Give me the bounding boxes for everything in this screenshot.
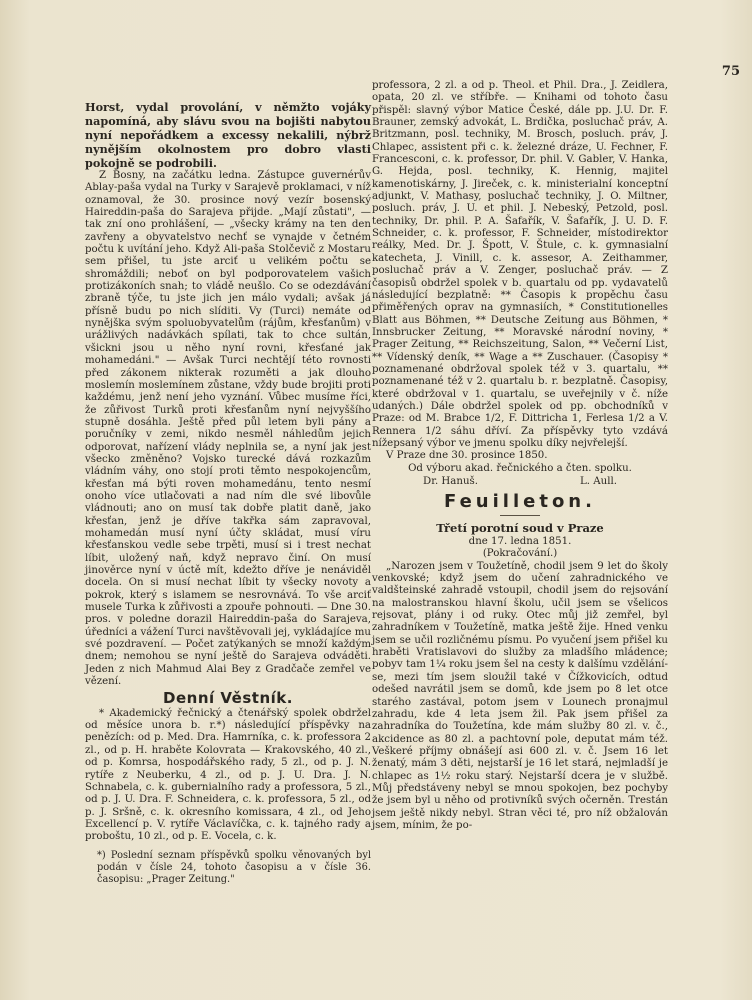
- dateline: V Praze dne 30. prosince 1850.: [386, 450, 548, 462]
- feuilleton-title: Třetí porotní soud v Praze: [436, 520, 604, 535]
- left-column: [85, 100, 371, 886]
- signer-right: L. Aull.: [580, 476, 617, 487]
- signers: [372, 476, 668, 488]
- feuilleton-date: dne 17. ledna 1851.: [468, 536, 572, 548]
- footnote-text: *) Poslední seznam příspěvků spolku věnovaných byl podán v čísle 24, tohoto časopisu a v čísle 36. časopisu: „Prager Zeitung.": [97, 849, 371, 885]
- feuilleton-heading: Feuilleton.: [444, 491, 596, 513]
- feuilleton-continuation-note: (Pokračování.): [482, 548, 558, 560]
- bosna-report-paragraph: Z Bosny, na začátku ledna. Zástupce guvernérův Ablay-paša vydal na Turky v Sarajevě proklamaci, v níž oznamoval, že 30. prosince nový vezír bosenský Haireddin-paša do Sarajeva přijde. „Mají zůstati", — tak zní ono prohlášení, — „všecky krámy na ten den zavřeny a obyvatelstvo nechť se vynajde v četném počtu k uvítání jeho. Když Ali-paša Stolčevič z Mostaru sem přišel, tu jste arciť u velikém počtu se shromáždili; neboť on byl podporovatelem vašich protizákoních snah; to vládě neušlo. Co se odezdávání zbraně týče, tu jste jich jen málo vydali; avšak já přísně budu po nich slíditi. Vy (Turci) nemáte od nynějška svým spoluobyvatelům (rájům, křesťanům) v urážlivých nadávkách spílati, tak to chce sultán, všickni jsou u něho nyní rovni, křesťané jak mohamedáni." — Avšak Turci nechtějí této rovnosti před zákonem nikterak rozuměti a jak dlouho moslemín moslemínem zůstane, vždy bude brojiti proti každému, jenž není jeho vyznání. Vůbec musíme říci, že zůřivost Turků proti křesťanům nyní nejvyššího stupně dosáhla. Ještě před půl letem byli pány a poručníky v zemi, nikdo nesměl náhledům jejich odporovat, nařízení vlády neplnila se, a nyní jak jest všecko změněno? Vojsko turecké dává rozkazům vládním váhy, ono stojí proti těmto nespokojencům, křesťan má býti roven mohamedánu, tento nesmí onoho více utlačovati a nad ním dle své libovůle vládnouti; ano on musí tak dobře platit daně, jako křesťan, jenž je dříve takřka sám zapravoval, mohamedán musí nyní účty skládat, musí víru křesťanskou vedle sebe trpěti, musí si i trest nechat líbit, uložený naň, když nepravo činí. On musí jinověrce nyní v úctě mít, kdežto dříve je nenáviděl docela. On si musí nechat líbit ty všecky novoty a pokrok, který s islamem se nesrovnává. To vše arciť musele Turka k zůřivosti a zpouře pohnouti. — Dne 30. pros. v poledne dorazil Haireddin-paša do Sarajeva, úředníci a vážení Turci navštěvovali jej, vykládajíce mu své pozdravení. — Počet zatýkaných se množí každým dnem; nemohou se nyní ještě do Sarajeva odváděti. Jeden z nich Mahmud Alai Bey z Gradčače zemřel ve vězení.: [85, 170, 371, 688]
- footnote: [85, 850, 371, 886]
- continuation-paragraph: professora, 2 zl. a od p. Theol. et Phil. Dra., J. Zeidlera, opata, 20 zl. ve stříbře. — Knihami od tohoto času přispěl: slavný výbor Matice České, dále pp. J.U. Dr. F. Brauner, zemský advokát, L. Brdička, posluchač práv, A. Britzmann, posl. techniky, M. Brosch, posluch. práv, J. Chlapec, assistent při c. k. železné dráze, U. Fechner, F. Francesconi, c. k. professor, Dr. phil. V. Gabler, V. Hanka, G. Hejda, posl. techniky, K. Hennig, majitel kamenotiskárny, J. Jireček, c. k. ministerialní konceptní adjunkt, V. Mathasy, posluchač techniky, J. O. Miltner, posluch. práv, J. U. et phil. J. Nebeský, Petzold, posl. techniky, Dr. phil. P. A. Šafařík, V. Šafařík, J. U. D. F. Schneider, c. k. professor, F. Schneider, místodirektor reálky, Med. Dr. J. Špott, V. Štule, c. k. gymnasialní katecheta, J. Vinill, c. k. assesor, A. Zeithammer, posluchač práv a V. Zenger, posluchač práv. — Z časopisů obdržel spolek v b. quartalu od pp. vydavatelů následující bezplatně: ** Časopis k propěchu času přiměřených oprav na gymnasiích, * Constitutionelles Blatt aus Böhmen, ** Deutsche Zeitung aus Böhmen, * Innsbrucker Zeitung, ** Moravské národní noviny, * Prager Zeitung, ** Reichszeitung, Salon, ** Večerní List, ** Vídenský deník, ** Wage a ** Zuschauer. (Časopisy * poznamenané obdržoval spolek též v 3. quartalu, ** poznamenané též v 2. quartalu b. r. bezplatně. Časopisy, které obdržoval v 1. quartalu, se uveřejnily v č. níže udaných.) Dále obdržel spolek od pp. obchodníků v Praze: od M. Brabce 1/2, F. Dittricha 1, Ferlesa 1/2 a V. Rennera 1/2 sáhu dříví. Za příspěvky tyto vzdává nížepsaný výbor ve jmenu spolku díky nejvřelejší.: [372, 80, 668, 449]
- heading-rule: [500, 515, 540, 516]
- signer-left: Dr. Hanuš.: [423, 476, 478, 487]
- signature-line: Od výboru akad. řečnického a čten. spolku.: [408, 462, 632, 474]
- right-column: [372, 80, 668, 832]
- feuilleton-text: „Narozen jsem v Toužetíně, chodil jsem 9 let do školy venkovské; když jsem do učení zahradnického ve valdšteinské zahradě vstoupil, chodil jsem do rejsování na malostranskou hlavní školu, učil jsem se všelicos rejsovat, plány i od ruky. Otec můj již zemřel, byl zahradníkem v Toužetíně, matka ještě žije. Hned venku jsem se učil rozličnému písmu. Po vyučení jsem přišel ku hraběti Vratislavovi do služby za mladšího mládence; pobyv tam 1¼ roku jsem šel na cesty k dalšímu vzdělání-se, mezi tím jsem sloužil také v Čížkovicích, odtud odešed navrátil jsem se domů, kde jsem po 8 let otce starého zastával, potom jsem v Lounech pronajmul zahradu, kde 4 leta jsem žil. Pak jsem přišel za zahradníka do Toužetína, kde mám služby 80 zl. v. č., akcidence as 80 zl. a pachtovní pole, deputat mám též. Veškeré příjmy obnášejí asi 600 zl. v. č. Jsem 16 let ženatý, mám 3 děti, nejstarší je 16 let stará, nejmladší je chlapec as 1½ roku starý. Nejstarší dcera je v službě. Můj předstáveny nebyl se mnou spokojen, bez pochyby že jsem byl u něho od protivníků svých očerněn. Trestán jsem ještě nikdy nebyl. Stran věci té, pro níž obžalován jsem, mínim, že po-: [372, 560, 668, 831]
- page-number: 75: [721, 64, 740, 79]
- section-heading-denni-vestnik: Denní Věstník.: [163, 689, 293, 708]
- lead-paragraph: Horst, vydal provolání, v němžto vojáky napomíná, aby slávu svou na bojišti nabytou nyní nepořádkem a excessy nekalili, nýbrž nynějším okolnostem pro dobro vlasti pokojně se podrobili.: [85, 100, 371, 170]
- academic-society-paragraph: * Akademický řečnický a čtenářský spolek obdržel od měsíce unora b. r.*) následující příspěvky na penězích: od p. Med. Dra. Hamrníka, c. k. professora 2 zl., od p. H. hraběte Kolovrata — Krakovského, 40 zl., od p. Komrsa, hospodářského rady, 5 zl., od p. J. N. rytíře z Neuberku, 4 zl., od p. J. U. Dra. J. N. Schnabela, c. k. gubernialního rady a professora, 5 zl., od p. J. U. Dra. F. Schneidera, c. k. professora, 5 zl., od p. J. Sršně, c. k. okresního komissara, 4 zl., od Jeho Excellencí p. V. rytíře Václavíčka, c. k. tajného rady a proboštu, 10 zl., od p. E. Vocela, c. k.: [85, 707, 371, 843]
